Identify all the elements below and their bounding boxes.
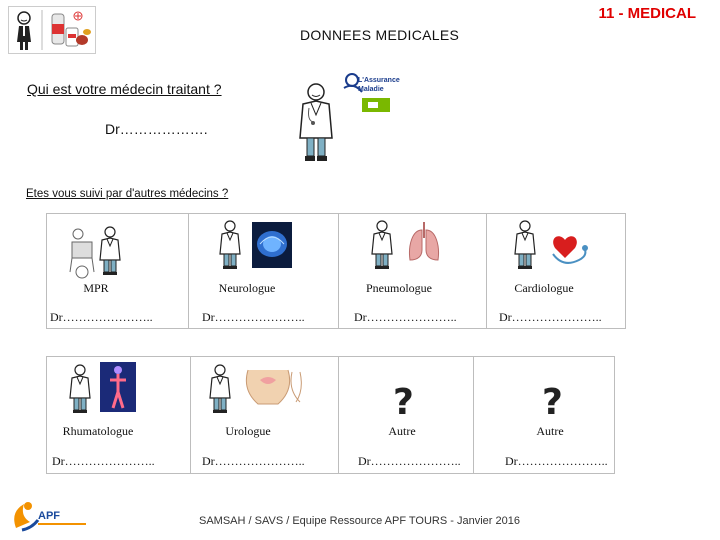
assurance-maladie-logo — [342, 72, 400, 120]
urologue-pictogram-icon — [208, 360, 312, 416]
specialist-label-urologue: Urologue — [225, 424, 271, 438]
specialist-dr-mpr[interactable]: Dr………………….. — [50, 310, 153, 324]
treating-doctor-question: Qui est votre médecin traitant ? — [27, 81, 222, 97]
cardiologue-pictogram-icon — [513, 218, 593, 272]
treating-doctor-field[interactable]: Dr………………. — [105, 121, 208, 137]
specialist-dr-urologue[interactable]: Dr………………….. — [202, 454, 305, 468]
mpr-pictogram-icon — [68, 222, 128, 280]
apf-logo-text: APF — [38, 510, 60, 522]
doctor-icon — [295, 82, 337, 164]
other-doctors-question: Etes vous suivi par d'autres médecins ? — [26, 188, 229, 200]
assurance-text-2: Maladie — [358, 86, 384, 93]
specialist-dr-cardiologue[interactable]: Dr………………….. — [499, 310, 602, 324]
specialist-label-mpr: MPR — [83, 281, 109, 295]
specialist-label-neurologue: Neurologue — [218, 281, 276, 295]
specialist-label-autre-2: Autre — [536, 424, 564, 438]
specialist-dr-neurologue[interactable]: Dr………………….. — [202, 310, 305, 324]
footer-text: SAMSAH / SAVS / Equipe Ressource APF TOURS - Janvier 2016 — [199, 515, 520, 527]
rhumatologue-pictogram-icon — [68, 360, 140, 416]
assurance-text-1: L'Assurance — [358, 77, 400, 84]
page-title: DONNEES MEDICALES — [300, 27, 460, 43]
specialist-dr-pneumologue[interactable]: Dr………………….. — [354, 310, 457, 324]
specialist-label-cardiologue: Cardiologue — [514, 281, 574, 295]
specialist-label-autre-1: Autre — [388, 424, 416, 438]
apf-logo-icon — [10, 498, 40, 534]
unknown-specialist-symbol: ? — [393, 382, 414, 423]
specialist-dr-autre-2[interactable]: Dr………………….. — [505, 454, 608, 468]
specialist-label-pneumologue: Pneumologue — [366, 281, 432, 295]
page-label: 11 - MEDICAL — [598, 5, 696, 22]
medical-pictogram-icon — [8, 6, 96, 54]
unknown-specialist-symbol: ? — [542, 382, 563, 423]
apf-logo-underline — [38, 523, 86, 525]
pneumologue-pictogram-icon — [370, 218, 445, 272]
specialist-dr-rhumatologue[interactable]: Dr………………….. — [52, 454, 155, 468]
neurologue-pictogram-icon — [218, 218, 298, 272]
specialist-label-rhumatologue: Rhumatologue — [62, 424, 134, 438]
specialist-dr-autre-1[interactable]: Dr………………….. — [358, 454, 461, 468]
